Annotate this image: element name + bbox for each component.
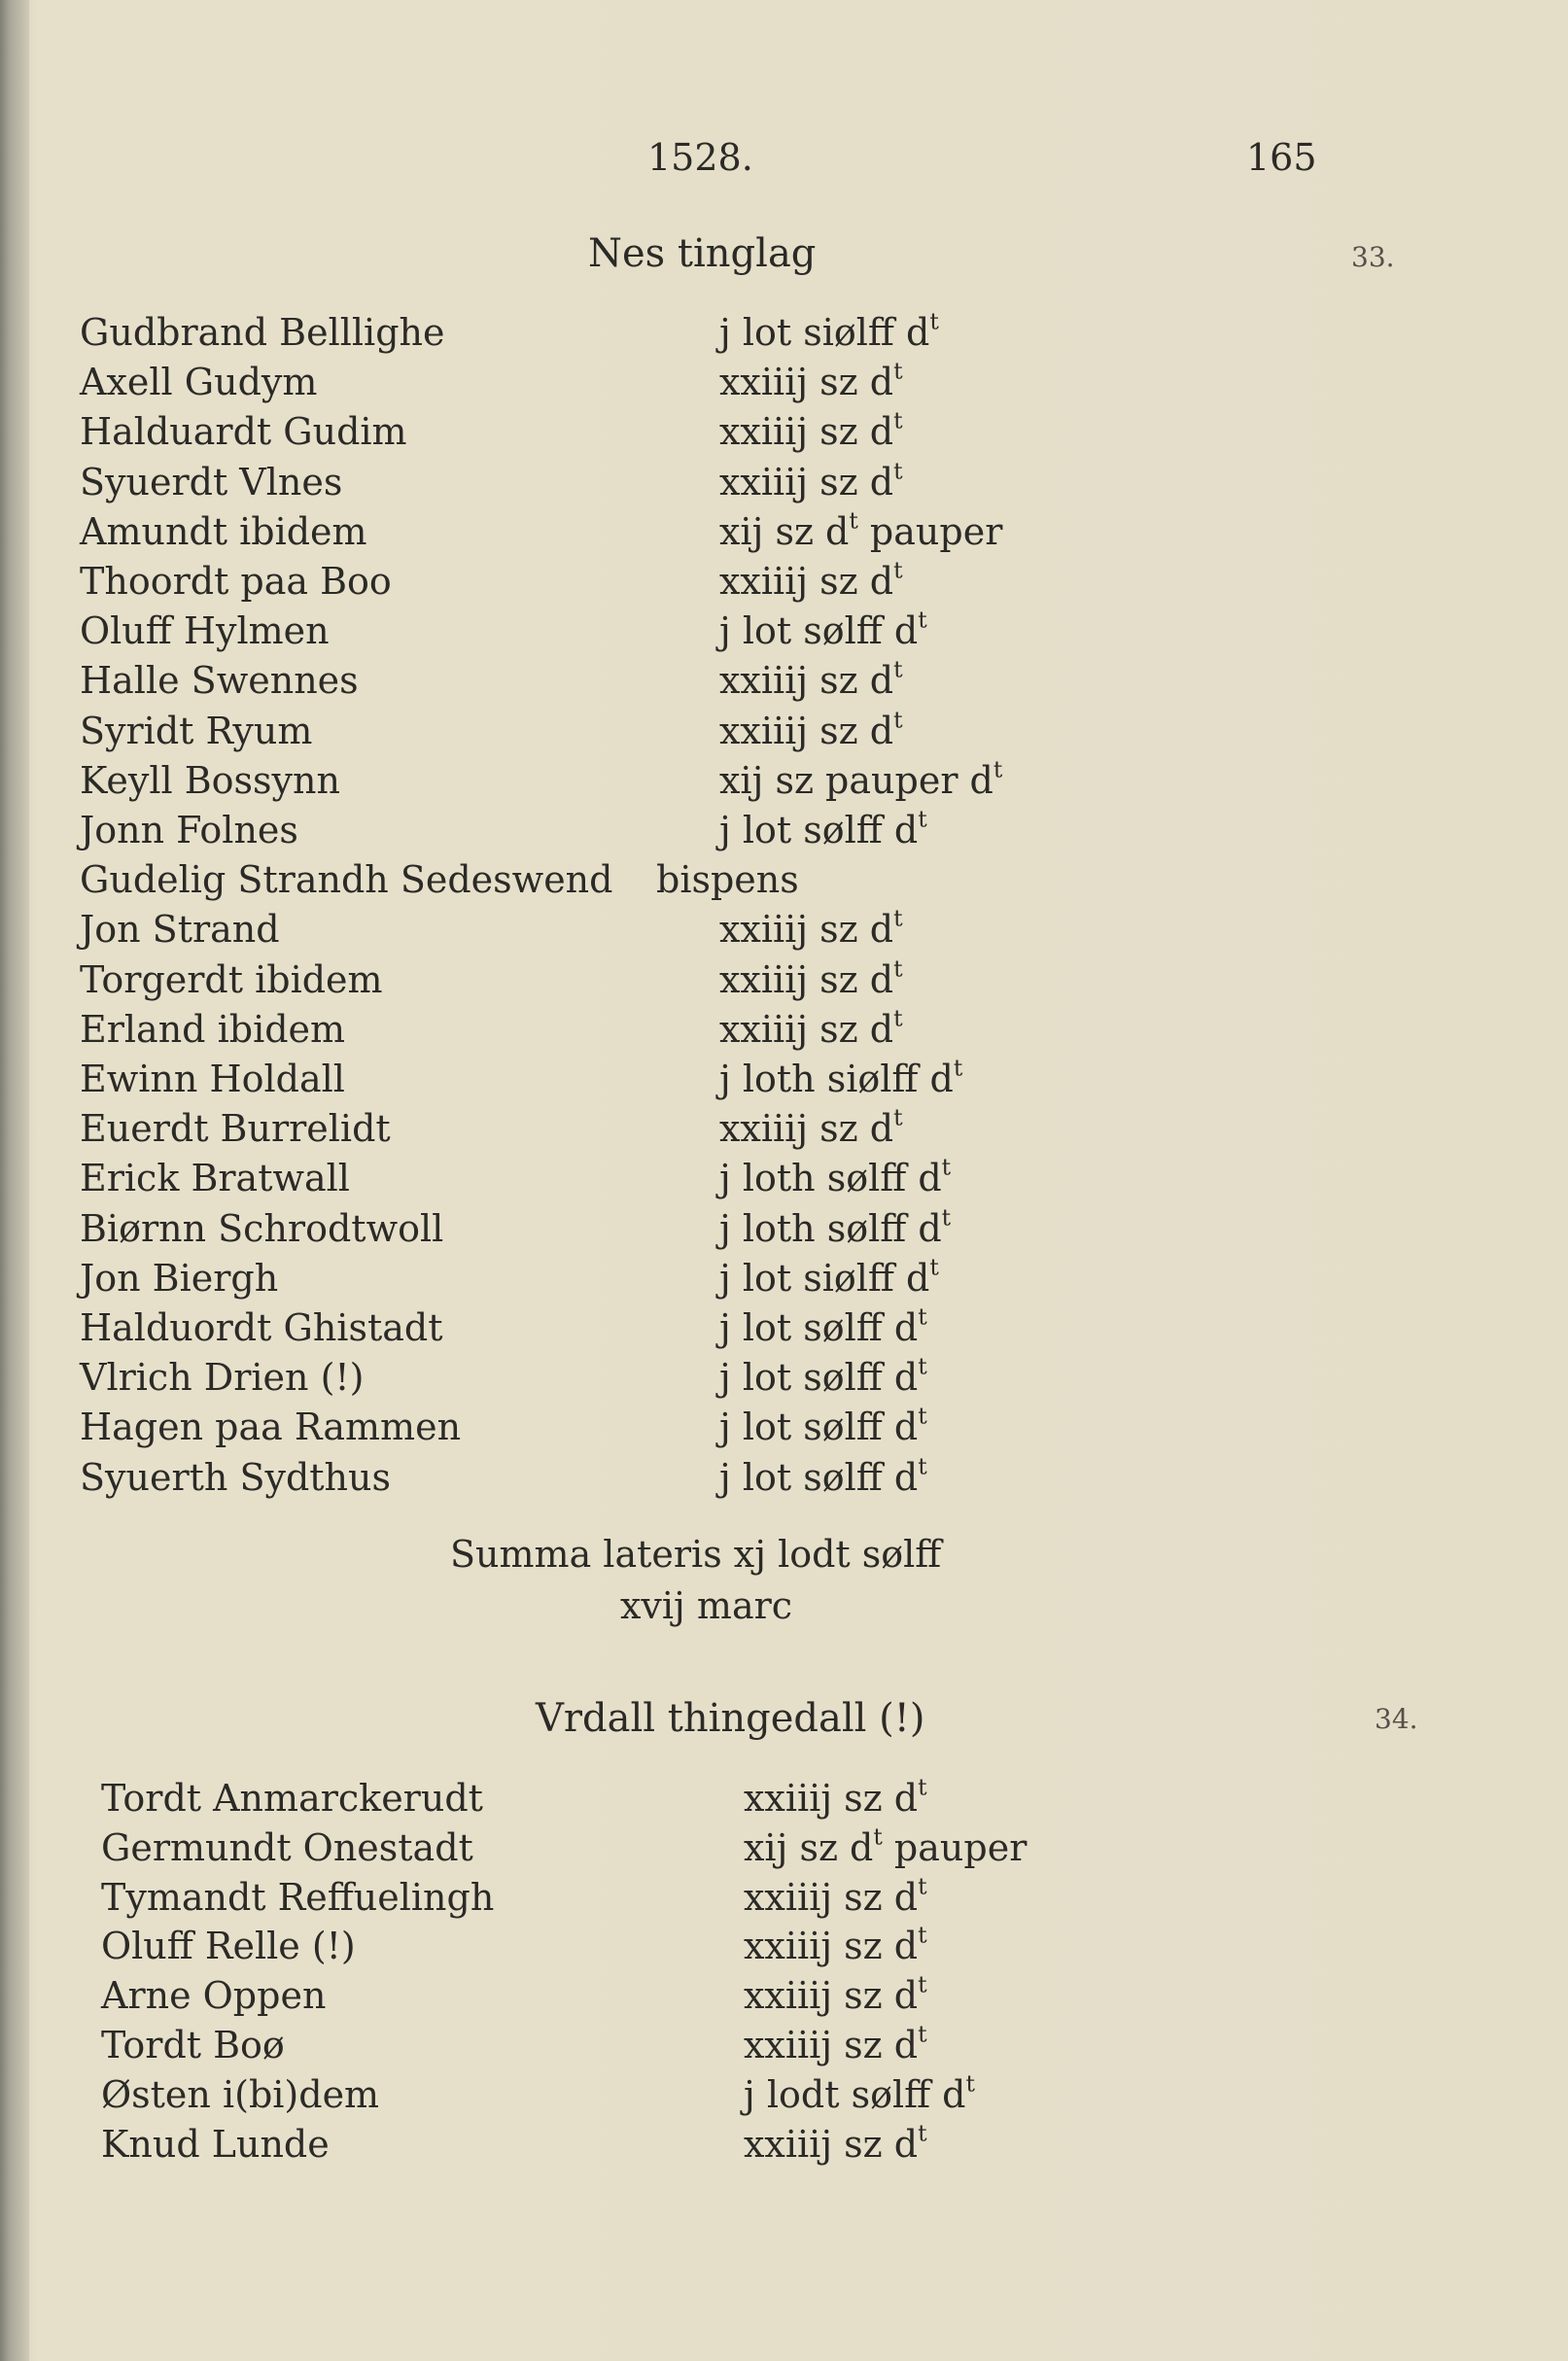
entry-amount-text: j loth siølff d xyxy=(719,1058,954,1100)
entry-amount-superscript: t xyxy=(893,706,903,734)
entry-amount-text: j lot sølff d xyxy=(719,809,919,851)
entry-name: Jonn Folnes xyxy=(80,809,298,851)
entry-name: Halduordt Ghistadt xyxy=(80,1306,443,1349)
entry-amount xyxy=(744,2119,927,2166)
entry-amount-superscript: t xyxy=(893,556,903,584)
entry-amount-superscript: t xyxy=(893,955,903,983)
entry-amount xyxy=(719,406,903,454)
entry-amount-superscript: t xyxy=(918,1773,927,1801)
entry-amount-superscript: t xyxy=(893,357,903,385)
entry-amount-text: xxiiij sz d xyxy=(719,560,894,603)
entry-amount xyxy=(719,655,903,703)
entry-amount xyxy=(744,1773,927,1820)
entry-amount-superscript: t xyxy=(918,1352,927,1380)
book-binding-edge xyxy=(0,0,29,2361)
entry-amount-superscript: t xyxy=(893,406,903,434)
entry-amount-superscript: t xyxy=(918,1872,927,1900)
entry-name: Germundt Onestadt xyxy=(101,1825,473,1869)
entry-amount-text: xxiiij sz d xyxy=(744,1777,919,1820)
entry-amount-superscript: t xyxy=(929,307,939,335)
summa-line-2: xvij marc xyxy=(620,1584,793,1627)
entry-amount xyxy=(719,1352,927,1400)
entry-amount-superscript: t xyxy=(918,1402,927,1430)
entry-name: Halduardt Gudim xyxy=(80,410,407,454)
entry-amount-superscript: t xyxy=(918,2020,927,2048)
entry-amount-text: j lot siølff d xyxy=(719,1256,930,1300)
entry-name: Halle Swennes xyxy=(80,659,359,703)
entry-name: Axell Gudym xyxy=(80,361,318,404)
entry-amount-superscript: t xyxy=(893,904,903,932)
summa-line-1: Summa lateris xj lodt sølff xyxy=(450,1533,942,1576)
entry-amount-superscript: t xyxy=(993,755,1003,783)
entry-amount-text: j lodt sølff d xyxy=(744,2072,966,2116)
entry-amount xyxy=(744,1823,1028,1869)
entry-name: Gudelig Strandh Sedeswend xyxy=(80,858,613,902)
entry-name: Keyll Bossynn xyxy=(80,758,340,802)
entry-name: Biørnn Schrodtwoll xyxy=(80,1206,444,1250)
entry-amount-suffix: pauper xyxy=(857,509,1003,553)
entry-amount-superscript: t xyxy=(918,2119,927,2147)
section-title-vrdall-thingedall: Vrdall thingedall (!) xyxy=(536,1696,925,1741)
entry-amount-superscript: t xyxy=(941,1153,952,1181)
entry-amount-superscript: t xyxy=(873,1823,883,1851)
entry-amount xyxy=(719,1402,927,1449)
entry-amount-text: bispens xyxy=(656,858,799,902)
entry-amount-text: j lot sølff d xyxy=(719,1406,919,1449)
entry-amount xyxy=(744,1872,927,1919)
entry-name: Knud Lunde xyxy=(101,2122,330,2166)
entry-name: Tymandt Reffuelingh xyxy=(101,1875,495,1919)
entry-amount xyxy=(719,307,939,354)
entry-amount xyxy=(744,1970,927,2018)
entry-amount-superscript: t xyxy=(893,655,903,683)
entry-name: Tordt Boø xyxy=(101,2024,285,2066)
entry-amount-text: j loth sølff d xyxy=(719,1157,942,1200)
entry-amount xyxy=(719,1302,927,1349)
entry-amount-text: j lot siølff d xyxy=(719,311,930,354)
entry-amount-text: j lot sølff d xyxy=(719,1306,919,1349)
entry-name: Oluff Relle (!) xyxy=(101,1925,356,1968)
entry-name: Erland ibidem xyxy=(80,1007,346,1051)
entry-amount-text: xij sz d xyxy=(744,1825,874,1869)
entry-amount-text: j loth sølff d xyxy=(719,1206,942,1250)
entry-amount xyxy=(719,904,903,952)
entry-amount-text: xxiiij sz d xyxy=(719,957,894,1001)
entry-name: Oluff Hylmen xyxy=(80,609,330,653)
entry-amount-superscript: t xyxy=(893,1103,903,1131)
entry-amount xyxy=(719,506,1003,553)
entry-name: Thoordt paa Boo xyxy=(80,560,392,603)
entry-amount-text: xxiiij sz d xyxy=(719,908,894,952)
entry-amount-superscript: t xyxy=(953,1054,963,1082)
entry-name: Amundt ibidem xyxy=(80,509,367,553)
entry-amount xyxy=(719,755,1003,802)
entry-amount xyxy=(719,1153,952,1200)
entry-amount xyxy=(719,556,903,603)
entry-amount xyxy=(719,457,903,503)
entry-name: Tordt Anmarckerudt xyxy=(101,1777,483,1820)
entry-amount-text: xxiiij sz d xyxy=(744,1974,919,2018)
entry-amount-superscript: t xyxy=(941,1203,952,1232)
entry-amount-text: xxiiij sz d xyxy=(719,709,894,752)
entry-amount xyxy=(719,1452,927,1499)
entry-amount xyxy=(719,805,927,851)
entry-amount-superscript: t xyxy=(918,1921,927,1949)
section-side-number-33: 33. xyxy=(1351,241,1395,273)
entry-name: Ewinn Holdall xyxy=(80,1058,345,1100)
entry-amount-text: xxiiij sz d xyxy=(719,659,894,703)
entry-amount xyxy=(719,1253,939,1300)
entry-amount-text: xxiiij sz d xyxy=(719,1107,894,1151)
entry-amount xyxy=(719,706,903,752)
entry-name: Arne Oppen xyxy=(101,1974,327,2018)
entry-amount xyxy=(744,1921,927,1968)
entry-amount xyxy=(719,357,903,404)
entry-amount-text: xxiiij sz d xyxy=(744,2122,919,2166)
entry-amount-superscript: t xyxy=(918,805,927,833)
entry-amount xyxy=(719,1103,903,1151)
entry-name: Østen i(bi)dem xyxy=(101,2072,380,2116)
entry-name: Euerdt Burrelidt xyxy=(80,1107,391,1151)
entry-amount-text: xxiiij sz d xyxy=(719,1007,894,1051)
entry-amount xyxy=(656,858,799,902)
entry-amount-text: xxiiij sz d xyxy=(719,410,894,454)
entry-amount xyxy=(744,2069,975,2116)
entry-amount xyxy=(719,606,927,653)
section-side-number-34: 34. xyxy=(1375,1703,1418,1735)
entry-amount xyxy=(719,955,903,1001)
entry-amount xyxy=(719,1004,903,1051)
entry-amount-superscript: t xyxy=(929,1253,939,1281)
entry-amount xyxy=(719,1054,963,1100)
entry-name: Jon Biergh xyxy=(80,1256,279,1300)
entry-amount xyxy=(744,2020,927,2066)
entry-amount-superscript: t xyxy=(918,606,927,634)
entry-amount-text: xxiiij sz d xyxy=(744,1925,919,1968)
entry-amount-superscript: t xyxy=(918,1970,927,1998)
section-title-nes-tinglag: Nes tinglag xyxy=(588,231,817,276)
entry-name: Jon Strand xyxy=(80,908,280,952)
entry-amount-text: xij sz d xyxy=(719,509,850,553)
entry-amount-text: xxiiij sz d xyxy=(744,2024,919,2066)
entry-name: Syuerth Sydthus xyxy=(80,1455,391,1499)
entry-amount-text: j lot sølff d xyxy=(719,1455,919,1499)
entry-amount-text: xxiiij sz d xyxy=(719,460,894,503)
entry-amount-superscript: t xyxy=(965,2069,975,2098)
entry-amount xyxy=(719,1203,952,1250)
entry-amount-superscript: t xyxy=(893,457,903,485)
entry-name: Erick Bratwall xyxy=(80,1157,350,1200)
entry-amount-superscript: t xyxy=(918,1302,927,1331)
entry-name: Syuerdt Vlnes xyxy=(80,460,343,503)
entry-name: Hagen paa Rammen xyxy=(80,1406,462,1449)
entry-amount-suffix: pauper xyxy=(882,1825,1028,1869)
entry-amount-text: j lot sølff d xyxy=(719,1356,919,1400)
entry-amount-text: xxiiij sz d xyxy=(744,1875,919,1919)
entry-amount-superscript: t xyxy=(849,506,858,535)
entry-name: Gudbrand Belllighe xyxy=(80,311,445,354)
entry-amount-text: xij sz pauper d xyxy=(719,758,993,802)
entry-name: Vlrich Drien (!) xyxy=(80,1356,365,1400)
entry-amount-text: j lot sølff d xyxy=(719,609,919,653)
entry-amount-text: xxiiij sz d xyxy=(719,361,894,404)
entry-name: Torgerdt ibidem xyxy=(80,957,383,1001)
year-header: 1528. xyxy=(647,136,753,179)
entry-name: Syridt Ryum xyxy=(80,709,313,752)
entry-amount-superscript: t xyxy=(918,1452,927,1480)
entry-amount-superscript: t xyxy=(893,1004,903,1032)
page-number: 165 xyxy=(1246,136,1317,179)
